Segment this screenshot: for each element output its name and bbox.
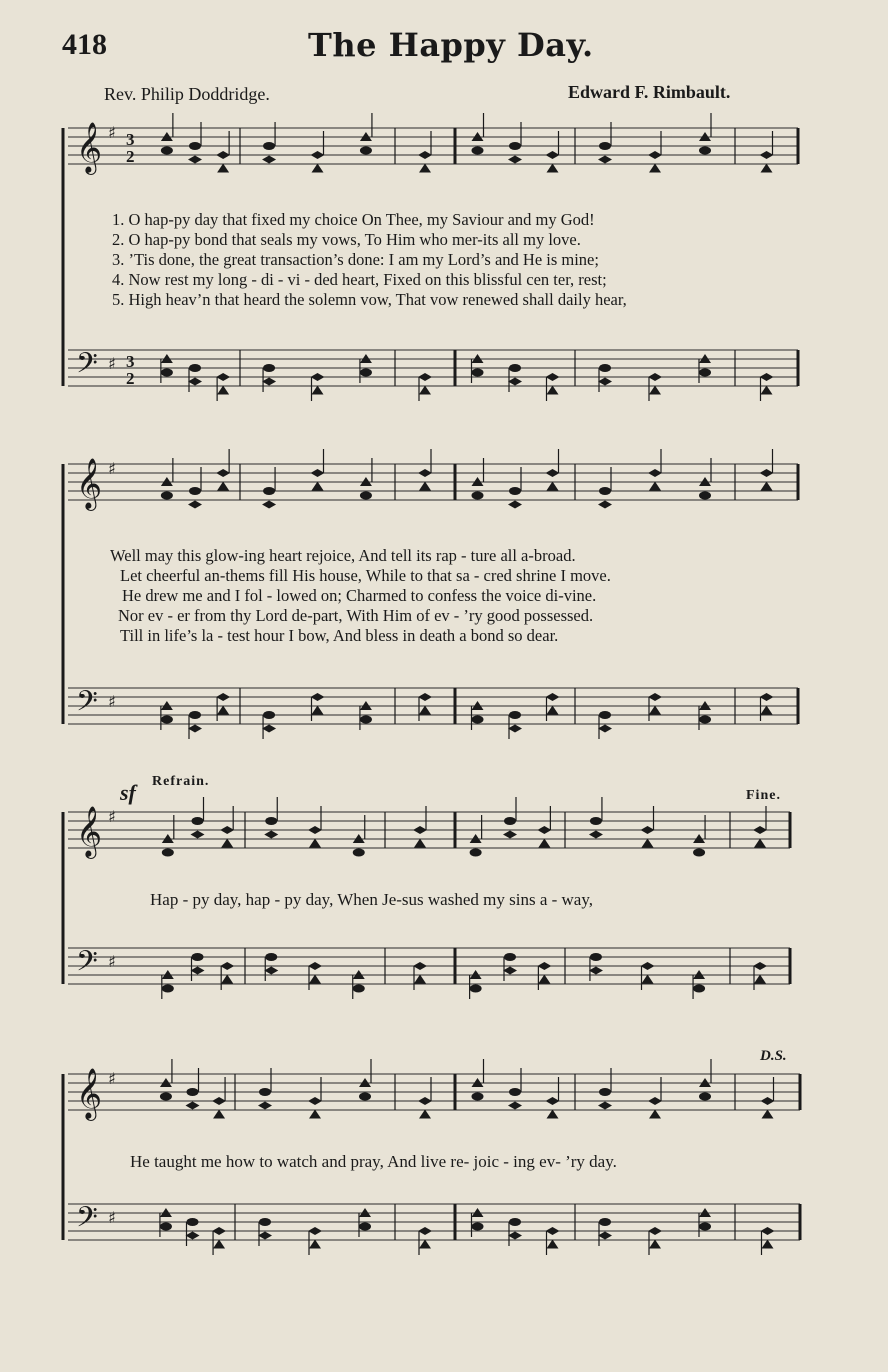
shape-note [599, 142, 611, 150]
shape-note [312, 386, 324, 395]
bass-clef-icon: 𝄢 [76, 945, 98, 985]
shape-note [418, 1097, 432, 1105]
shape-note [263, 142, 275, 150]
shape-note [262, 725, 276, 733]
shape-note [642, 839, 654, 848]
shape-note [547, 164, 559, 173]
shape-note [599, 487, 611, 495]
shape-note [598, 156, 612, 164]
shape-note [760, 151, 774, 159]
verse-line-2b: Let cheerful an-thems fill His house, While to that sa - cred shrine I move. [120, 566, 611, 585]
shape-note [220, 962, 234, 970]
shape-note [189, 711, 201, 719]
shape-note [359, 1223, 371, 1231]
shape-note [470, 985, 482, 993]
refrain-line-1: Hap - py day, hap - py day, When Je-sus washed my sins a - way, [150, 890, 593, 909]
shape-note [413, 962, 427, 970]
shape-note [599, 1218, 611, 1226]
shape-note [186, 1102, 200, 1110]
shape-note [418, 469, 432, 477]
shape-note [161, 716, 173, 724]
bass-clef-icon: 𝄢 [76, 1201, 98, 1241]
shape-note [762, 1110, 774, 1119]
shape-note [265, 953, 277, 961]
shape-note [216, 373, 230, 381]
shape-note [309, 975, 321, 984]
shape-note [258, 1102, 272, 1110]
shape-note [191, 831, 205, 839]
shape-note [699, 369, 711, 377]
shape-note [308, 962, 322, 970]
page-number: 418 [62, 28, 107, 61]
shape-note [160, 1223, 172, 1231]
shape-note [216, 151, 230, 159]
bass-clef-icon: 𝄢 [76, 347, 98, 387]
shape-note [589, 967, 603, 975]
shape-note [161, 369, 173, 377]
shape-note [216, 469, 230, 477]
sharp-icon: ♯ [108, 1069, 116, 1088]
treble-clef-icon: 𝄞 [76, 122, 103, 173]
verse-lines-part1 [112, 210, 627, 310]
shape-note [418, 693, 432, 701]
verse-line-4a: 4. Now rest my long - di - vi - ded heart, Fixed on this blissful cen ter, rest; [112, 270, 607, 289]
shape-note [312, 482, 324, 491]
shape-note [258, 1232, 272, 1240]
shape-note [648, 469, 662, 477]
shape-note [546, 151, 560, 159]
sharp-icon: ♯ [108, 123, 116, 142]
sharp-icon: ♯ [108, 692, 116, 711]
shape-note [649, 482, 661, 491]
shape-note [760, 373, 774, 381]
shape-note [509, 142, 521, 150]
sharp-icon: ♯ [108, 459, 116, 478]
shape-note [414, 975, 426, 984]
shape-note [188, 501, 202, 509]
verse-line-4b: Nor ev - er from thy Lord de-part, With Him of ev - ’ry good possessed. [118, 606, 594, 625]
shape-note [311, 151, 325, 159]
shape-note [470, 849, 482, 857]
shape-note [360, 369, 372, 377]
shape-note [188, 725, 202, 733]
shape-note [263, 364, 275, 372]
shape-note [418, 373, 432, 381]
shape-note [699, 1223, 711, 1231]
shape-note [418, 1227, 432, 1235]
shape-note [753, 826, 767, 834]
shape-note [186, 1232, 200, 1240]
lyricist: Rev. Philip Doddridge. [104, 84, 270, 104]
shape-note [547, 1110, 559, 1119]
verse-line-1a: 1. O hap-py day that fixed my choice On Thee, my Saviour and my God! [112, 210, 595, 229]
refrain-line-2: He taught me how to watch and pray, And live re- joic - ing ev- ’ry day. [130, 1152, 617, 1171]
shape-note [472, 369, 484, 377]
shape-note [509, 364, 521, 372]
shape-note [753, 962, 767, 970]
shape-note [360, 147, 372, 155]
shape-note [160, 1093, 172, 1101]
shape-note [547, 482, 559, 491]
dynamic-mark: sf [120, 780, 136, 805]
shape-note [508, 1232, 522, 1240]
shape-note [648, 151, 662, 159]
shape-note [359, 1093, 371, 1101]
shape-note [599, 1088, 611, 1096]
shape-note [472, 147, 484, 155]
shape-note [699, 716, 711, 724]
shape-note [212, 1227, 226, 1235]
shape-note [642, 975, 654, 984]
shape-note [503, 967, 517, 975]
shape-note [217, 386, 229, 395]
shape-note [537, 962, 551, 970]
shape-note [414, 839, 426, 848]
shape-note [308, 826, 322, 834]
shape-note [538, 839, 550, 848]
shape-note [547, 386, 559, 395]
treble-clef-icon: 𝄞 [76, 806, 103, 857]
shape-note [191, 967, 205, 975]
shape-note [419, 1110, 431, 1119]
shape-note [264, 831, 278, 839]
shape-note [589, 831, 603, 839]
shape-note [761, 1097, 775, 1105]
shape-note [309, 839, 321, 848]
shape-note [360, 716, 372, 724]
bass-clef-icon: 𝄢 [76, 685, 98, 725]
shape-note [419, 706, 431, 715]
shape-note [754, 839, 766, 848]
shape-note [311, 693, 325, 701]
sharp-icon: ♯ [108, 952, 116, 971]
shape-note [754, 975, 766, 984]
shape-note [189, 364, 201, 372]
shape-note [693, 849, 705, 857]
verse-line-5b: Till in life’s la - test hour I bow, And bless in death a bond so dear. [120, 626, 559, 645]
shape-note [189, 142, 201, 150]
shape-note [309, 1110, 321, 1119]
shape-note [504, 953, 516, 961]
shape-note [413, 826, 427, 834]
shape-note [311, 469, 325, 477]
shape-note [538, 975, 550, 984]
shape-note [418, 151, 432, 159]
shape-note [162, 985, 174, 993]
shape-note [472, 1223, 484, 1231]
shape-note [217, 164, 229, 173]
shape-note [419, 482, 431, 491]
shape-note [504, 817, 516, 825]
shape-note [598, 378, 612, 386]
shape-note [312, 706, 324, 715]
shape-note [217, 706, 229, 715]
shape-note [187, 1088, 199, 1096]
shape-note [212, 1097, 226, 1105]
verse-line-1b: Well may this glow-ing heart rejoice, And tell its rap - ture all a-broad. [110, 546, 576, 565]
fine-label: Fine. [746, 788, 781, 803]
shape-note [161, 492, 173, 500]
shape-note [262, 378, 276, 386]
shape-note [309, 1240, 321, 1249]
shape-note [308, 1227, 322, 1235]
shape-note [760, 693, 774, 701]
shape-note [546, 693, 560, 701]
shape-note [472, 492, 484, 500]
composer: Edward F. Rimbault. [568, 82, 731, 102]
shape-note [546, 469, 560, 477]
shape-note [508, 1102, 522, 1110]
shape-note [599, 711, 611, 719]
shape-note [188, 378, 202, 386]
shape-note [262, 501, 276, 509]
shape-note [598, 1102, 612, 1110]
shape-note [262, 156, 276, 164]
shape-note [217, 482, 229, 491]
shape-note [649, 1240, 661, 1249]
shape-note [590, 817, 602, 825]
time-signature-top: 3 [126, 130, 135, 149]
shape-note [598, 725, 612, 733]
shape-note [312, 164, 324, 173]
shape-note [508, 378, 522, 386]
shape-note [472, 716, 484, 724]
shape-note [187, 1218, 199, 1226]
shape-note [419, 1240, 431, 1249]
shape-note [762, 1240, 774, 1249]
verse-lines-part2 [110, 546, 611, 646]
sharp-icon: ♯ [108, 807, 116, 826]
shape-note [649, 1110, 661, 1119]
treble-clef-icon: 𝄞 [76, 458, 103, 509]
shape-note [192, 817, 204, 825]
treble-clef-icon: 𝄞 [76, 1068, 103, 1119]
sharp-icon: ♯ [108, 1208, 116, 1227]
shape-note [353, 849, 365, 857]
shape-note [161, 147, 173, 155]
shape-note [649, 164, 661, 173]
shape-note [162, 849, 174, 857]
shape-note [761, 164, 773, 173]
shape-note [508, 156, 522, 164]
shape-note [598, 1232, 612, 1240]
shape-note [221, 975, 233, 984]
shape-note [263, 487, 275, 495]
ds-label: D.S. [760, 1048, 787, 1064]
shape-note [761, 482, 773, 491]
shape-note [353, 985, 365, 993]
shape-note [699, 147, 711, 155]
shape-note [503, 831, 517, 839]
shape-note [648, 373, 662, 381]
shape-note [649, 706, 661, 715]
time-signature-bottom: 2 [126, 147, 135, 166]
shape-note [641, 826, 655, 834]
shape-note [216, 693, 230, 701]
shape-note [419, 164, 431, 173]
shape-note [537, 826, 551, 834]
shape-note [419, 386, 431, 395]
shape-note [263, 711, 275, 719]
shape-note [509, 711, 521, 719]
shape-note [508, 501, 522, 509]
shape-note [546, 373, 560, 381]
shape-note [546, 1227, 560, 1235]
shape-note [259, 1088, 271, 1096]
shape-note [648, 693, 662, 701]
shape-note [547, 1240, 559, 1249]
shape-note [761, 386, 773, 395]
shape-note [699, 1093, 711, 1101]
shape-note [509, 1218, 521, 1226]
refrain-label: Refrain. [152, 774, 210, 789]
shape-note [311, 373, 325, 381]
shape-note [192, 953, 204, 961]
shape-note [189, 487, 201, 495]
shape-note [259, 1218, 271, 1226]
hymn-title: The Happy Day. [308, 26, 594, 64]
verse-line-3a: 3. ’Tis done, the great transaction’s done: I am my Lord’s and He is mine; [112, 250, 599, 269]
shape-note [641, 962, 655, 970]
shape-note [546, 1097, 560, 1105]
shape-note [509, 487, 521, 495]
shape-note [213, 1110, 225, 1119]
shape-note [509, 1088, 521, 1096]
shape-note [360, 492, 372, 500]
shape-note [264, 967, 278, 975]
shape-note [590, 953, 602, 961]
shape-note [693, 985, 705, 993]
sharp-icon: ♯ [108, 354, 116, 373]
shape-note [308, 1097, 322, 1105]
verse-line-5a: 5. High heav’n that heard the solemn vow, That vow renewed shall daily hear, [112, 290, 627, 309]
shape-note [760, 469, 774, 477]
time-signature-top: 3 [126, 352, 135, 371]
shape-note [472, 1093, 484, 1101]
shape-note [188, 156, 202, 164]
time-signature-bottom: 2 [126, 369, 135, 388]
shape-note [213, 1240, 225, 1249]
shape-note [508, 725, 522, 733]
shape-note [761, 706, 773, 715]
shape-note [547, 706, 559, 715]
shape-note [699, 492, 711, 500]
shape-note [599, 364, 611, 372]
shape-note [648, 1227, 662, 1235]
shape-note [648, 1097, 662, 1105]
shape-note [220, 826, 234, 834]
shape-note [598, 501, 612, 509]
shape-note [265, 817, 277, 825]
verse-line-3b: He drew me and I fol - lowed on; Charmed to confess the voice di-vine. [122, 586, 597, 605]
shape-note [649, 386, 661, 395]
verse-line-2a: 2. O hap-py bond that seals my vows, To Him who mer-its all my love. [112, 230, 581, 249]
shape-note [221, 839, 233, 848]
shape-note [761, 1227, 775, 1235]
